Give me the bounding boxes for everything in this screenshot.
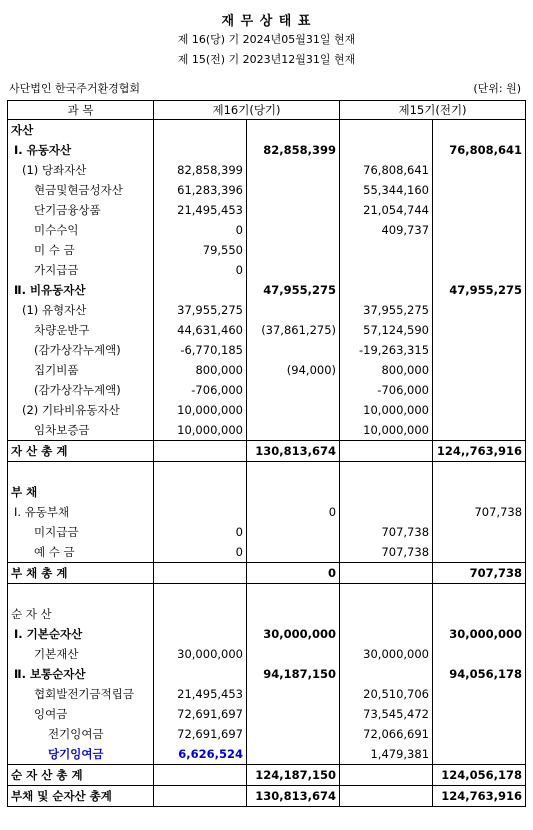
table-row bbox=[8, 644, 526, 664]
table-row bbox=[8, 360, 526, 380]
current-detail-value bbox=[154, 765, 247, 786]
table-row bbox=[8, 462, 526, 483]
table-row bbox=[8, 563, 526, 584]
prior-detail-value: 57,124,590 bbox=[340, 320, 433, 340]
account-label bbox=[8, 462, 154, 483]
table-row bbox=[8, 300, 526, 320]
current-detail-value: 10,000,000 bbox=[154, 400, 247, 420]
table-row bbox=[8, 240, 526, 260]
current-detail-value: 72,691,697 bbox=[154, 704, 247, 724]
column-header-account: 과 목 bbox=[8, 101, 154, 120]
account-label: 자 산 총 계 bbox=[8, 441, 154, 462]
prior-total-value bbox=[433, 400, 526, 420]
prior-detail-value: 10,000,000 bbox=[340, 420, 433, 441]
prior-detail-value: 55,344,160 bbox=[340, 180, 433, 200]
current-detail-value bbox=[154, 482, 247, 502]
current-total-value bbox=[247, 300, 340, 320]
account-label: 부채 및 순자산 총계 bbox=[8, 786, 154, 807]
account-label: (감가상각누계액) bbox=[8, 340, 154, 360]
prior-detail-value: -706,000 bbox=[340, 380, 433, 400]
prior-detail-value: 76,808,641 bbox=[340, 160, 433, 180]
current-detail-value bbox=[154, 664, 247, 684]
prior-total-value bbox=[433, 200, 526, 220]
account-label: 부 채 bbox=[8, 482, 154, 502]
unit-label: (단위: 원) bbox=[473, 82, 521, 95]
current-detail-value: 0 bbox=[154, 220, 247, 240]
table-row bbox=[8, 786, 526, 807]
account-label: (1) 유형자산 bbox=[8, 300, 154, 320]
table-row bbox=[8, 340, 526, 360]
account-label: (1) 당좌자산 bbox=[8, 160, 154, 180]
prior-total-value bbox=[433, 724, 526, 744]
table-row bbox=[8, 502, 526, 522]
table-row bbox=[8, 744, 526, 765]
prior-total-value bbox=[433, 340, 526, 360]
current-total-value: 0 bbox=[247, 563, 340, 584]
table-row bbox=[8, 724, 526, 744]
current-detail-value bbox=[154, 786, 247, 807]
account-label: 미지급금 bbox=[8, 522, 154, 542]
current-total-value bbox=[247, 684, 340, 704]
table-row bbox=[8, 180, 526, 200]
prior-detail-value: 707,738 bbox=[340, 542, 433, 563]
prior-total-value bbox=[433, 482, 526, 502]
table-row bbox=[8, 380, 526, 400]
account-label: (2) 기타비유동자산 bbox=[8, 400, 154, 420]
current-total-value bbox=[247, 522, 340, 542]
account-label: Ⅰ. 유동부채 bbox=[8, 502, 154, 522]
current-total-value bbox=[247, 260, 340, 280]
current-total-value bbox=[247, 420, 340, 441]
account-label: 당기잉여금 bbox=[8, 744, 154, 765]
account-label: 단기금융상품 bbox=[8, 200, 154, 220]
current-detail-value: -706,000 bbox=[154, 380, 247, 400]
prior-total-value bbox=[433, 220, 526, 240]
current-detail-value: 37,955,275 bbox=[154, 300, 247, 320]
account-label: 순 자 산 총 계 bbox=[8, 765, 154, 786]
current-total-value: 47,955,275 bbox=[247, 280, 340, 300]
current-detail-value: 79,550 bbox=[154, 240, 247, 260]
prior-total-value: 124,056,178 bbox=[433, 765, 526, 786]
current-total-value bbox=[247, 380, 340, 400]
current-total-value: 130,813,674 bbox=[247, 786, 340, 807]
prior-total-value bbox=[433, 260, 526, 280]
current-total-value: 94,187,150 bbox=[247, 664, 340, 684]
document-title: 재 무 상 태 표 bbox=[221, 14, 312, 29]
table-row bbox=[8, 120, 526, 141]
account-label: (감가상각누계액) bbox=[8, 380, 154, 400]
prior-total-value bbox=[433, 420, 526, 441]
prior-total-value bbox=[433, 644, 526, 664]
current-total-value: 130,813,674 bbox=[247, 441, 340, 462]
prior-detail-value: 707,738 bbox=[340, 522, 433, 542]
prior-total-value bbox=[433, 462, 526, 483]
prior-detail-value: 1,479,381 bbox=[340, 744, 433, 765]
current-total-value: 30,000,000 bbox=[247, 624, 340, 644]
prior-total-value bbox=[433, 120, 526, 141]
current-detail-value: 800,000 bbox=[154, 360, 247, 380]
table-row bbox=[8, 684, 526, 704]
account-label bbox=[8, 584, 154, 605]
table-row bbox=[8, 420, 526, 441]
prior-total-value bbox=[433, 240, 526, 260]
current-total-value bbox=[247, 400, 340, 420]
current-detail-value: 10,000,000 bbox=[154, 420, 247, 441]
account-label: 미수수익 bbox=[8, 220, 154, 240]
current-total-value bbox=[247, 160, 340, 180]
current-total-value bbox=[247, 340, 340, 360]
prior-total-value bbox=[433, 320, 526, 340]
prior-detail-value bbox=[340, 240, 433, 260]
prior-total-value bbox=[433, 542, 526, 563]
prior-detail-value bbox=[340, 280, 433, 300]
current-detail-value: 61,283,396 bbox=[154, 180, 247, 200]
prior-total-value: 707,738 bbox=[433, 563, 526, 584]
account-label: 부 채 총 계 bbox=[8, 563, 154, 584]
prior-detail-value: 37,955,275 bbox=[340, 300, 433, 320]
current-total-value bbox=[247, 724, 340, 744]
prior-total-value bbox=[433, 584, 526, 605]
prior-detail-value bbox=[340, 624, 433, 644]
table-row bbox=[8, 260, 526, 280]
current-total-value bbox=[247, 240, 340, 260]
prior-detail-value bbox=[340, 462, 433, 483]
table-row bbox=[8, 482, 526, 502]
prior-detail-value bbox=[340, 584, 433, 605]
account-label: 기본재산 bbox=[8, 644, 154, 664]
prior-detail-value: -19,263,315 bbox=[340, 340, 433, 360]
table-row bbox=[8, 624, 526, 644]
prior-detail-value bbox=[340, 441, 433, 462]
prior-total-value: 76,808,641 bbox=[433, 140, 526, 160]
current-detail-value: 21,495,453 bbox=[154, 684, 247, 704]
table-row bbox=[8, 584, 526, 605]
table-row bbox=[8, 765, 526, 786]
prior-total-value bbox=[433, 522, 526, 542]
current-detail-value bbox=[154, 604, 247, 624]
current-detail-value: 21,495,453 bbox=[154, 200, 247, 220]
prior-detail-value bbox=[340, 260, 433, 280]
current-total-value bbox=[247, 644, 340, 664]
prior-detail-value bbox=[340, 120, 433, 141]
prior-total-value: 94,056,178 bbox=[433, 664, 526, 684]
prior-detail-value: 409,737 bbox=[340, 220, 433, 240]
current-total-value bbox=[247, 704, 340, 724]
prior-detail-value: 800,000 bbox=[340, 360, 433, 380]
table-row bbox=[8, 280, 526, 300]
period-prior: 제 15(전) 기 2023년12월31일 현재 bbox=[177, 53, 356, 66]
account-label: 임차보증금 bbox=[8, 420, 154, 441]
current-detail-value bbox=[154, 120, 247, 141]
table-row bbox=[8, 704, 526, 724]
account-label: Ⅱ. 비유동자산 bbox=[8, 280, 154, 300]
prior-total-value bbox=[433, 360, 526, 380]
prior-total-value: 47,955,275 bbox=[433, 280, 526, 300]
column-header-current: 제16기(당기) bbox=[154, 101, 340, 120]
prior-total-value: 707,738 bbox=[433, 502, 526, 522]
current-total-value bbox=[247, 462, 340, 483]
current-total-value: 124,187,150 bbox=[247, 765, 340, 786]
prior-detail-value: 21,054,744 bbox=[340, 200, 433, 220]
table-row bbox=[8, 441, 526, 462]
current-detail-value: 0 bbox=[154, 260, 247, 280]
account-label: 예 수 금 bbox=[8, 542, 154, 563]
balance-sheet-table bbox=[7, 100, 526, 807]
table-row bbox=[8, 522, 526, 542]
current-detail-value: 72,691,697 bbox=[154, 724, 247, 744]
account-label: 잉여금 bbox=[8, 704, 154, 724]
period-current: 제 16(당) 기 2024년05월31일 현재 bbox=[177, 33, 356, 46]
prior-detail-value bbox=[340, 664, 433, 684]
table-row bbox=[8, 220, 526, 240]
prior-total-value: 124,,763,916 bbox=[433, 441, 526, 462]
current-total-value: (94,000) bbox=[247, 360, 340, 380]
current-detail-value bbox=[154, 140, 247, 160]
current-detail-value bbox=[154, 624, 247, 644]
prior-detail-value bbox=[340, 140, 433, 160]
current-detail-value bbox=[154, 584, 247, 605]
account-label: 미 수 금 bbox=[8, 240, 154, 260]
current-total-value: 82,858,399 bbox=[247, 140, 340, 160]
current-detail-value bbox=[154, 502, 247, 522]
current-detail-value: 0 bbox=[154, 542, 247, 563]
account-label: 전기잉여금 bbox=[8, 724, 154, 744]
prior-total-value bbox=[433, 684, 526, 704]
prior-detail-value bbox=[340, 502, 433, 522]
account-label: Ⅰ. 기본순자산 bbox=[8, 624, 154, 644]
prior-total-value bbox=[433, 380, 526, 400]
prior-detail-value: 72,066,691 bbox=[340, 724, 433, 744]
current-total-value bbox=[247, 180, 340, 200]
organization-name: 사단법인 한국주거환경협회 bbox=[9, 82, 141, 95]
account-label: Ⅱ. 보통순자산 bbox=[8, 664, 154, 684]
prior-total-value bbox=[433, 300, 526, 320]
prior-total-value bbox=[433, 744, 526, 765]
current-detail-value: 30,000,000 bbox=[154, 644, 247, 664]
account-label: Ⅰ. 유동자산 bbox=[8, 140, 154, 160]
table-row bbox=[8, 140, 526, 160]
table-row bbox=[8, 542, 526, 563]
table-row bbox=[8, 200, 526, 220]
current-total-value bbox=[247, 482, 340, 502]
account-label: 현금및현금성자산 bbox=[8, 180, 154, 200]
current-detail-value bbox=[154, 462, 247, 483]
prior-detail-value bbox=[340, 604, 433, 624]
prior-total-value: 124,763,916 bbox=[433, 786, 526, 807]
current-total-value bbox=[247, 200, 340, 220]
prior-total-value bbox=[433, 180, 526, 200]
account-label: 집기비품 bbox=[8, 360, 154, 380]
account-label: 순 자 산 bbox=[8, 604, 154, 624]
prior-detail-value bbox=[340, 482, 433, 502]
current-detail-value bbox=[154, 441, 247, 462]
current-detail-value bbox=[154, 563, 247, 584]
account-label: 차량운반구 bbox=[8, 320, 154, 340]
account-label: 협회발전기금적립금 bbox=[8, 684, 154, 704]
current-total-value: 0 bbox=[247, 502, 340, 522]
prior-detail-value: 10,000,000 bbox=[340, 400, 433, 420]
table-row bbox=[8, 604, 526, 624]
current-total-value bbox=[247, 744, 340, 765]
prior-detail-value bbox=[340, 563, 433, 584]
current-total-value bbox=[247, 584, 340, 605]
current-detail-value: 44,631,460 bbox=[154, 320, 247, 340]
table-header-row bbox=[8, 101, 526, 120]
current-total-value bbox=[247, 220, 340, 240]
prior-detail-value: 30,000,000 bbox=[340, 644, 433, 664]
table-row bbox=[8, 320, 526, 340]
prior-total-value bbox=[433, 604, 526, 624]
prior-detail-value: 20,510,706 bbox=[340, 684, 433, 704]
prior-total-value: 30,000,000 bbox=[433, 624, 526, 644]
current-total-value bbox=[247, 604, 340, 624]
table-row bbox=[8, 160, 526, 180]
account-label: 자산 bbox=[8, 120, 154, 141]
current-total-value bbox=[247, 542, 340, 563]
prior-total-value bbox=[433, 704, 526, 724]
prior-detail-value bbox=[340, 786, 433, 807]
prior-detail-value: 73,545,472 bbox=[340, 704, 433, 724]
prior-total-value bbox=[433, 160, 526, 180]
current-detail-value: -6,770,185 bbox=[154, 340, 247, 360]
prior-detail-value bbox=[340, 765, 433, 786]
current-detail-value: 82,858,399 bbox=[154, 160, 247, 180]
table-row bbox=[8, 400, 526, 420]
table-row bbox=[8, 664, 526, 684]
current-total-value bbox=[247, 120, 340, 141]
account-label: 가지급금 bbox=[8, 260, 154, 280]
column-header-prior: 제15기(전기) bbox=[340, 101, 526, 120]
current-detail-value: 0 bbox=[154, 522, 247, 542]
current-detail-value bbox=[154, 280, 247, 300]
current-detail-value: 6,626,524 bbox=[154, 744, 247, 765]
current-total-value: (37,861,275) bbox=[247, 320, 340, 340]
